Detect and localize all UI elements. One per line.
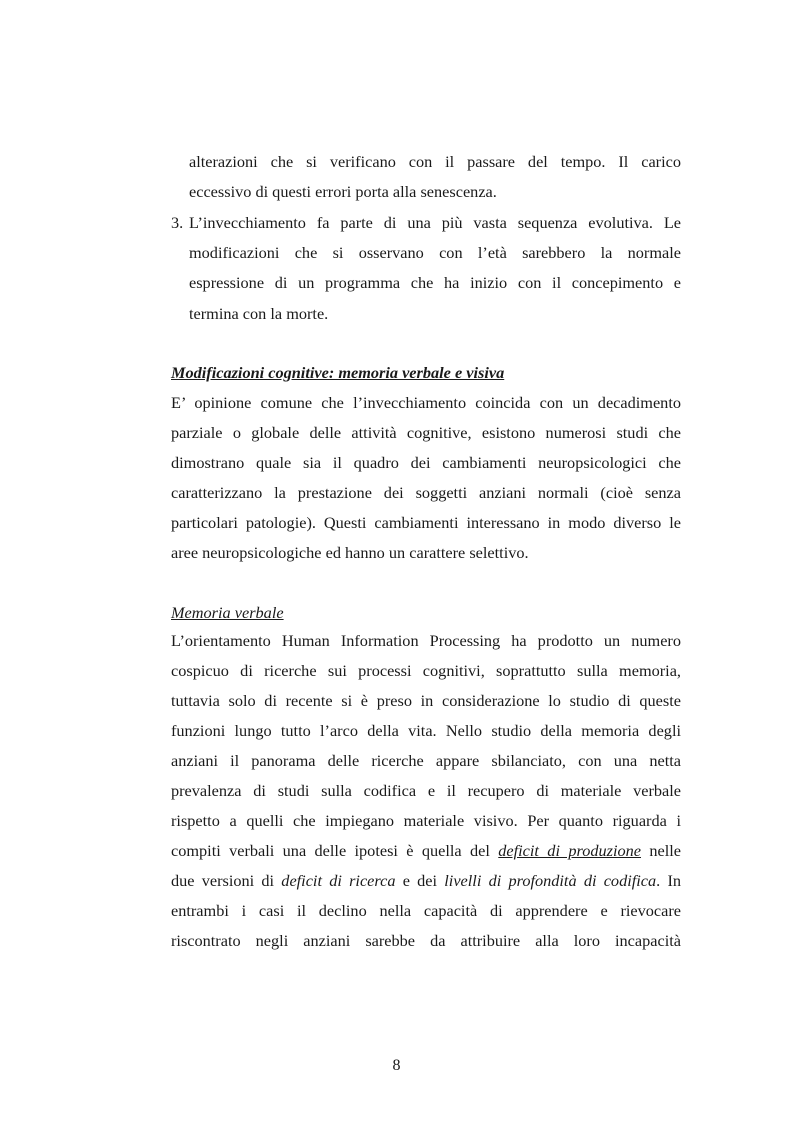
section-heading-cognitive: Modificazioni cognitive: memoria verbale e visiva [171,363,505,382]
list-item-3-line-3: espressione di un programma che ha inizio con il concepimento e [189,273,681,292]
paragraph-line: riscontrato negli anziani sarebbe da attribuire alla loro incapacità [171,931,681,950]
paragraph-line: tuttavia solo di recente si è preso in considerazione lo studio di queste [171,691,681,710]
section-heading-verbal-memory: Memoria verbale [171,603,284,622]
paragraph-line: rispetto a quelli che impiegano materiale visivo. Per quanto riguarda i [171,811,681,830]
list-item-3-line-2: modificazioni che si osservano con l’età sarebbero la normale [189,243,681,262]
list-item-3-number: 3. [171,213,184,232]
text-run: e dei [395,871,445,890]
paragraph-line [171,871,681,891]
list-item-3-line-1: L’invecchiamento fa parte di una più vasta sequenza evolutiva. Le [189,213,681,232]
page-number: 8 [392,1057,401,1074]
text-run: due versioni di [171,871,282,890]
paragraph-line: dimostrano quale sia il quadro dei cambiamenti neuropsicologici che [171,453,681,472]
paragraph-line: aree neuropsicologiche ed hanno un carattere selettivo. [171,543,529,562]
list-item-2-line-1: alterazioni che si verificano con il passare del tempo. Il carico [189,152,681,171]
paragraph-line: prevalenza di studi sulla codifica e il recupero di materiale verbale [171,781,681,800]
paragraph-line: E’ opinione comune che l’invecchiamento coincida con un decadimento [171,393,681,412]
paragraph-line: funzioni lungo tutto l’arco della vita. Nello studio della memoria degli [171,721,681,740]
paragraph-line: cospicuo di ricerche sui processi cognitivi, soprattutto sulla memoria, [171,661,681,680]
paragraph-line [171,841,681,861]
paragraph-line: caratterizzano la prestazione dei soggetti anziani normali (cioè senza [171,483,681,502]
term-deficit-di-ricerca: deficit di ricerca [281,871,396,890]
text-run: nelle [641,841,681,860]
paragraph-line: particolari patologie). Questi cambiamenti interessano in modo diverso le [171,513,681,532]
text-run: . In [656,871,682,890]
term-deficit-di-produzione: deficit di produzione [498,841,641,860]
paragraph-line: parziale o globale delle attività cognitive, esistono numerosi studi che [171,423,681,442]
paragraph-line: L’orientamento Human Information Processing ha prodotto un numero [171,631,681,650]
term-livelli-di-profondita: livelli di profondità di codifica [444,871,657,890]
list-item-2-line-2: eccessivo di questi errori porta alla senescenza. [189,182,497,201]
text-run: compiti verbali una delle ipotesi è quella del [171,841,499,860]
paragraph-line: entrambi i casi il declino nella capacità di apprendere e rievocare [171,901,681,920]
paragraph-line: anziani il panorama delle ricerche appare sbilanciato, con una netta [171,751,681,770]
list-item-3-line-4: termina con la morte. [189,304,329,323]
